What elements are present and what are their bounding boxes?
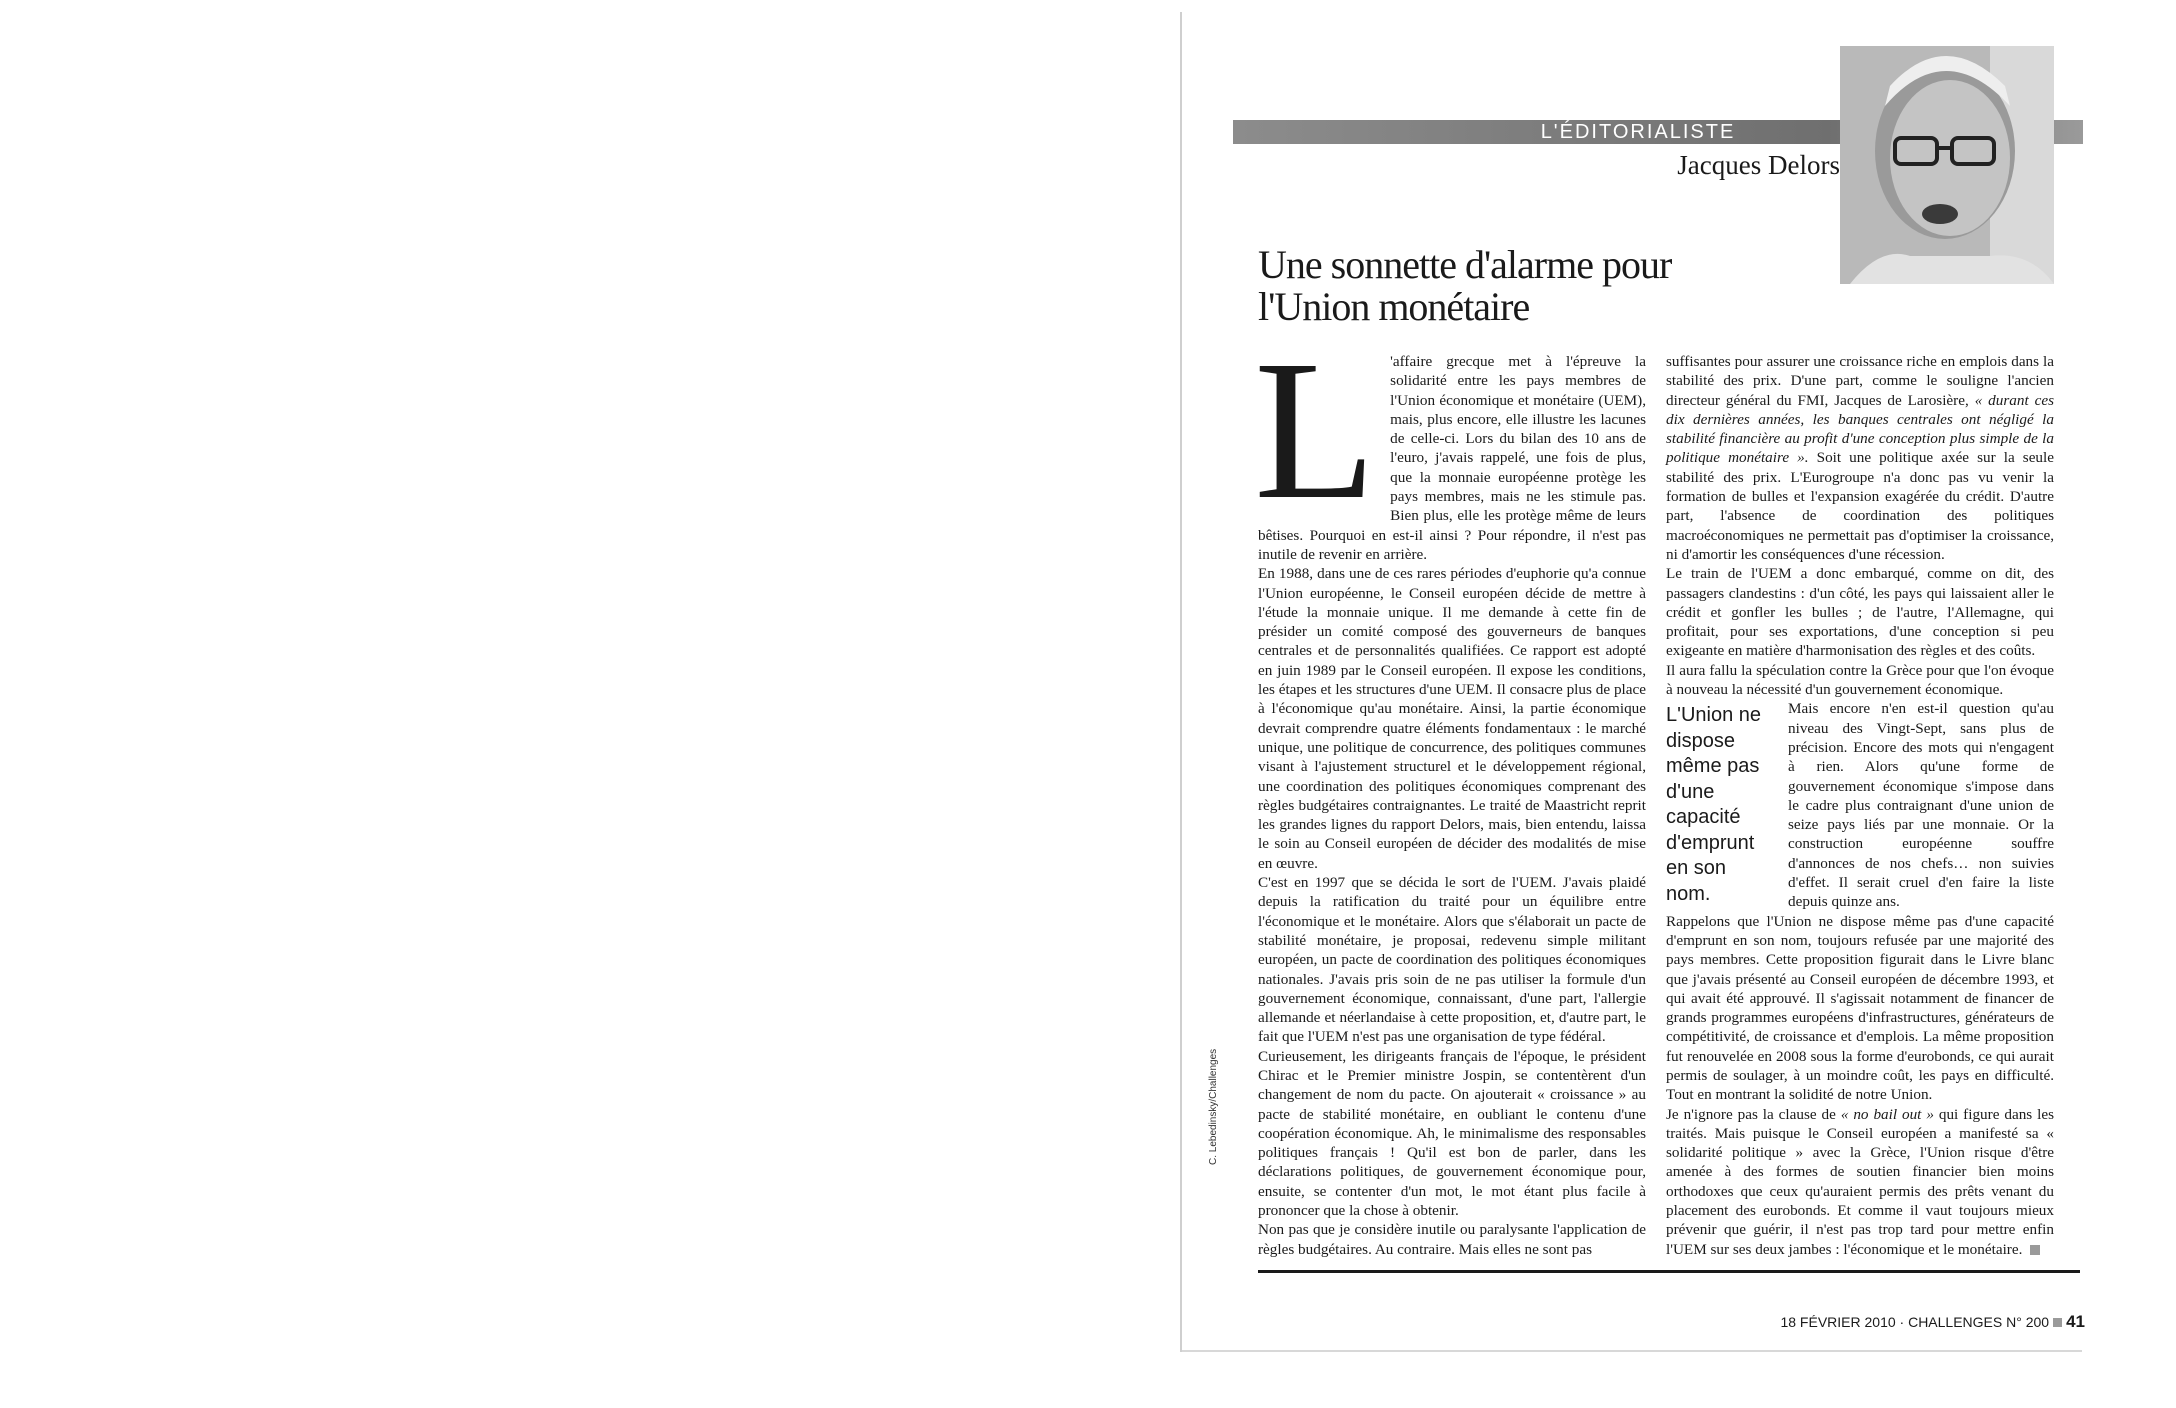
paragraph: Mais encore n'en est-il question qu'au niveau des Vingt-Sept, sans plus de précision. Encore des mots qui n'engagent à rien. Alors qu'une forme de gouvernement économique s'impose dans le cadre plus contraignant d'une union de seize pays liés par une monnaie. Or la construction européenne souffre d'annonces de nos chefs… non suivies d'effet. Il serait cruel d'en faire la liste depuis quinze ans. [1788,700,2054,911]
page-footer [1700,1312,2085,1334]
paragraph: C'est en 1997 que se décida le sort de l'UEM. J'avais plaidé depuis la ratification du traité pour un équilibre entre l'économique et le monétaire. Alors que s'élaborait un pacte de stabilité monétaire, je proposai, redevenu simple militant européen, un pacte de coordination des politiques économiques nationales. J'avais pris soin de ne pas utiliser la formule d'un gouvernement économique, connaissant, d'une part, l'allergie allemande et néerlandaise à cette proposition, et, d'autre part, le fait que l'UEM n'est pas une organisation de type fédéral. [1258,874,1646,1046]
issue-info: 18 FÉVRIER 2010 · CHALLENGES N° 200 [1780,1314,2050,1330]
larosiere-quote: « durant ces dix dernières années, les banques centrales ont négligé la stabilité financière au profit d'une conception plus simple de la politique monétaire ». [1666,391,2054,467]
bottom-rule [1258,1270,2080,1273]
page-bottom-edge [1182,1350,2082,1352]
paragraph-text: qui figure dans les traités. Mais puisque le Conseil européen a manifesté sa « solidarité politique » avec la Grèce, l'Union risque d'être amenée à des formes de soutien financier bien moins orthodoxes que ceux qu'auraient permis des prêts venant du placement des eurobonds. Et comme il vaut toujours mieux prévenir que guérir, il n'est pas trop tard pour mettre enfin l'UEM sur ses deux jambes : l'économique et le monétaire. [1666,1105,2054,1258]
photo-credit: C. Lebedinsky/Challenges [1208,1048,1219,1165]
article-column-left [1254,320,1646,1259]
headline-line-1: Une sonnette d'alarme pour [1258,242,1672,287]
paragraph [1666,352,2054,564]
paragraph: Curieusement, les dirigeants français de l'époque, le président Chirac et le Premier ministre Jospin, se contentèrent d'un changement de nom du pacte. On ajouterait « croissance » au pacte de stabilité monétaire, en oubliant le contenu d'une coopération économique. Ah, le minimalisme des responsables politiques français ! Qu'il est bon de parler, dans les déclarations politiques, de gouvernement économique pour, ensuite, se contenter d'un mot, le mot étant plus facile à prononcer que la chose à obtenir. [1258,1047,1646,1220]
author-name: Jacques Delors [1677,150,1840,180]
paragraph: Non pas que je considère inutile ou paralysante l'application de règles budgétaires. Au contraire. Mais elles ne sont pas [1258,1221,1646,1258]
paragraph: Rappelons que l'Union ne dispose même pas d'une capacité d'emprunt en son nom, toujours refusée par une majorité des pays membres. Cette proposition figurait dans le Livre blanc que j'avais présenté au Conseil européen de décembre 1993, et qui avait été approuvé. Il s'agissait notamment de financer de grands programmes européens d'infrastructures, générateurs de compétitivité, de croissance et d'emplois. La même proposition fut renouvelée en 2008 sous la forme d'eurobonds, ce qui aurait permis de soulager, à un moindre coût, les pays en difficulté. Tout en montrant la solidité de notre Union. [1666,912,2054,1104]
paragraph: Le train de l'UEM a donc embarqué, comme on dit, des passagers clandestins : d'un côté, les pays qui laissaient aller le crédit et gonfler les bulles ; de l'autre, l'Allemagne, qui profitait, pour ses exportations, d'une conception si peu exigeante en matière d'harmonisation des règles et des coûts. [1666,565,2054,660]
author-portrait [1840,46,2054,284]
footer-square-icon [2053,1318,2062,1327]
paragraph-text: Soit une politique axée sur la seule stabilité des prix. L'Eurogroupe n'a donc pas vu venir la formation de bulles et l'expansion exagérée du crédit. D'autre part, l'absence de coordination des politiques macroéconomiques ne permettait pas d'optimiser la croissance, ni d'amortir les conséquences d'une récession. [1666,449,2054,563]
pull-quote: L'Union ne dispose même pas d'une capacité d'emprunt en son nom. [1666,704,1761,905]
article-column-right [1666,352,2054,1259]
paragraph-text: suffisantes pour assurer une croissance riche en emplois dans la stabilité des prix. D'une part, comme le souligne l'ancien directeur général du FMI, Jacques de Larosière, [1666,353,2054,409]
page-left-edge [1180,12,1182,1352]
paragraph: 'affaire grecque met à l'épreuve la solidarité entre les pays membres de l'Union économique et monétaire (UEM), mais, plus encore, elle illustre les lacunes de celle-ci. Lors du bilan des 10 ans de l'euro, j'avais rappelé, une fois de plus, que la monnaie européenne protège les pays membres, mais ne les stimule pas. Bien plus, elle les protège même de leurs bêtises. Pourquoi en est-il ainsi ? Pour répondre, il n'est pas inutile de revenir en arrière. [1258,353,1646,563]
section-label: L'ÉDITORIALISTE [1540,121,1736,143]
paragraph: En 1988, dans une de ces rares périodes d'euphorie qu'a connue l'Union européenne, le Conseil européen décide de mettre à l'étude la monnaie unique. Il me demande à cette fin de présider un comité composé des gouverneurs de banques centrales et de personnalités qualifiées. Ce rapport est adopté en juin 1989 par le Conseil européen. Il expose les conditions, les étapes et les structures d'une UEM. Il consacre plus de place à l'économique qu'au monétaire. Ainsi, la partie économique devrait comprendre quatre éléments fondamentaux : le marché unique, une politique de concurrence, des politiques communes visant à l'ajustement structurel et le développement régional, une coordination des politiques économiques comprenant des règles budgétaires contraignantes. Le traité de Maastricht reprit les grandes lignes du rapport Delors, mais, bien entendu, laissa le soin au Conseil européen de décider des modalités de mise en œuvre. [1258,565,1646,872]
paragraph-text: Je n'ignore pas la clause de [1666,1105,1841,1123]
paragraph: Il aura fallu la spéculation contre la Grèce pour que l'on évoque à nouveau la nécessité d'un gouvernement économique. [1666,661,2054,699]
article-headline [1258,244,1728,328]
page-number: 41 [2066,1312,2085,1331]
drop-cap: L [1254,320,1377,541]
headline-line-2: l'Union monétaire [1258,284,1530,329]
paragraph [1666,1105,2054,1259]
no-bail-out-quote: « no bail out » [1840,1105,1934,1123]
end-of-article-mark [2030,1245,2040,1255]
